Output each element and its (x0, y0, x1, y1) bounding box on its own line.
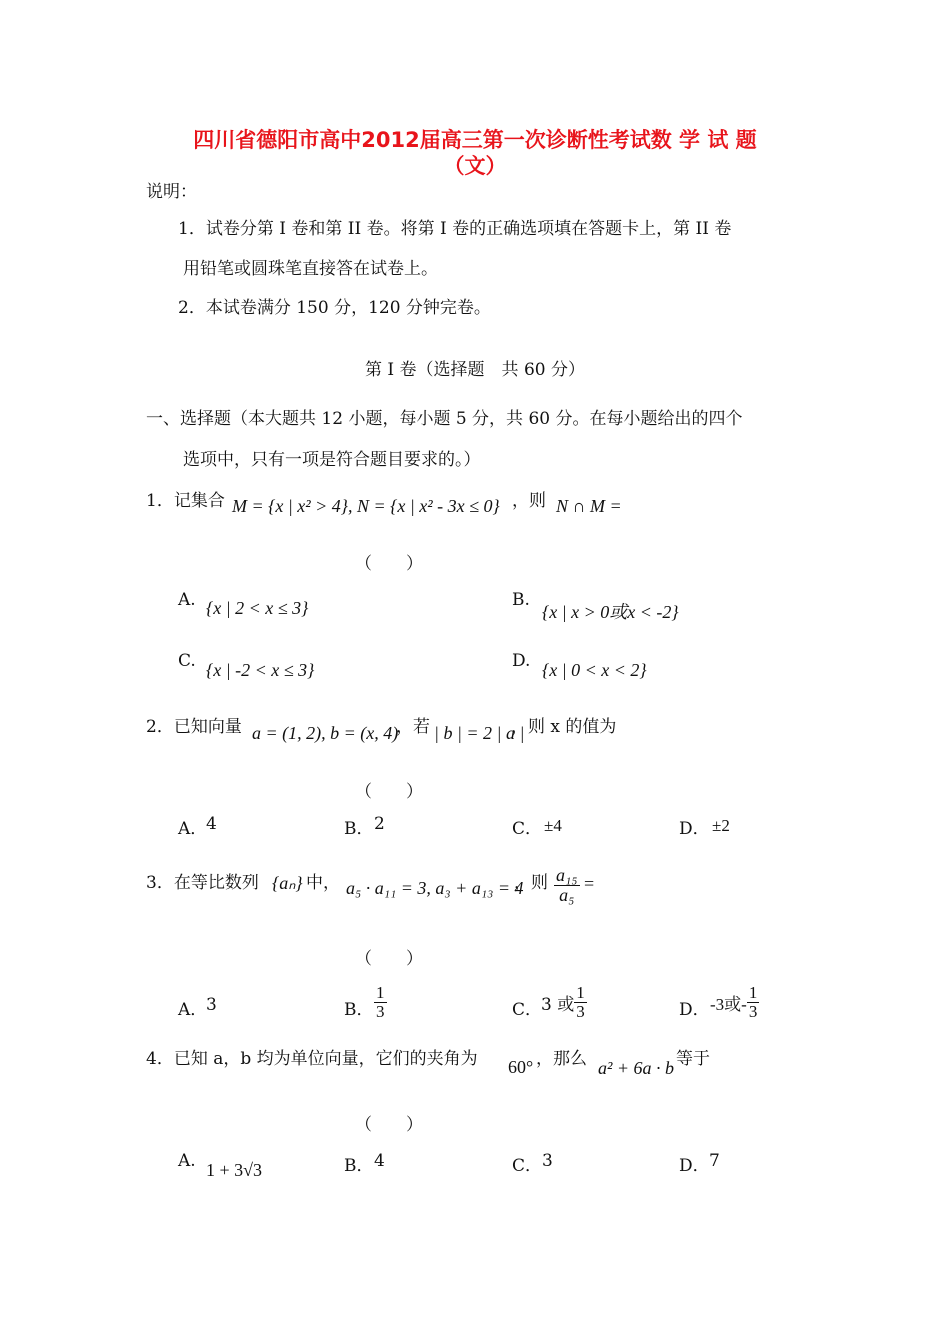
question-4-option-c-label: C． (512, 1156, 543, 1176)
question-3-answer-paren: （ ） (355, 949, 423, 969)
question-3-option-b-label: B． (344, 1000, 374, 1020)
question-2-option-d: ±2 (712, 816, 730, 835)
question-1-option-a: {x | 2 < x ≤ 3} (206, 598, 309, 618)
question-3-option-c-num: 1 (576, 983, 585, 1002)
question-1-option-a-label: A. (178, 590, 196, 610)
question-4-option-c: 3 (542, 1151, 553, 1171)
question-3-expr: a₅ · a₁₁ = 3, a₃ + a₁₃ = 4 (346, 878, 524, 898)
question-1-option-b: {x | x > 0或x < -2} (542, 602, 679, 622)
question-2-option-a: 4 (206, 814, 217, 834)
question-4-angle: 60° (508, 1057, 534, 1077)
question-3-fraction-eq: = (584, 873, 595, 894)
question-1-answer-paren: （ ） (355, 554, 423, 574)
question-1-tail: N ∩ M = (556, 496, 622, 516)
question-4-mid: ，那么 (536, 1049, 587, 1069)
question-2-option-a-label: A． (178, 819, 208, 839)
notes-item-1-cont: 用铅笔或圆珠笔直接答在试卷上。 (183, 259, 438, 279)
notes-item-2: 2．本试卷满分 150 分，120 分钟完卷。 (178, 298, 491, 318)
question-1-mid: ，则 (512, 491, 546, 511)
question-2-expr2: | b | = 2 | a | (434, 723, 525, 743)
question-2-option-c-label: C． (512, 819, 543, 839)
question-3-prefix: 3．在等比数列 (146, 873, 259, 893)
notes-heading: 说明： (146, 182, 197, 202)
question-3-option-b (374, 984, 387, 1021)
question-3-option-a-label: A． (178, 1000, 208, 1020)
question-2-option-b: 2 (374, 814, 385, 834)
question-1-option-d-label: D. (512, 651, 531, 671)
question-3-option-c-den: 3 (576, 1001, 585, 1021)
question-4-option-a-label: A. (178, 1151, 196, 1171)
page-title: 四川省德阳市高中2012届高三第一次诊断性考试数 学 试 题 (193, 128, 757, 152)
question-1-prefix: 1．记集合 (146, 491, 225, 511)
question-1-option-c: {x | -2 < x ≤ 3} (206, 660, 315, 680)
question-3-option-c-label: C． (512, 1000, 543, 1020)
question-1-option-c-label: C. (178, 651, 196, 671)
question-3-sequence: {aₙ} (272, 873, 303, 893)
question-2-option-d-label: D． (679, 819, 710, 839)
question-4-option-d-label: D． (679, 1156, 710, 1176)
part1-heading: 第 I 卷（选择题 共 60 分） (365, 360, 585, 380)
question-2-option-b-label: B． (344, 819, 374, 839)
question-3-tail: ，则 (514, 873, 548, 893)
question-3-fraction-num: a₁₅ (556, 865, 578, 885)
question-2-option-c: ±4 (544, 816, 562, 835)
question-4-prefix: 4．已知 a，b 均为单位向量，它们的夹角为 (146, 1049, 478, 1069)
question-3-option-c-text: 3 或 (541, 994, 575, 1015)
question-3-option-b-num: 1 (376, 983, 385, 1002)
question-1-option-d: {x | 0 < x < 2} (542, 660, 647, 680)
question-3-option-d (710, 984, 759, 1021)
section-heading: 一、选择题（本大题共 12 小题，每小题 5 分，共 60 分。在每小题给出的四个 (146, 409, 743, 429)
question-4-option-a: 1 + 3√3 (206, 1160, 263, 1180)
question-3-option-d-num: 1 (748, 983, 758, 1002)
question-4-option-b: 4 (374, 1151, 385, 1171)
question-1-expr: M = {x | x² > 4}, N = {x | x² - 3x ≤ 0} (232, 496, 500, 516)
question-3-mid: 中， (306, 873, 340, 893)
question-3-fraction (554, 866, 594, 905)
question-3-fraction-den: a₅ (559, 884, 575, 905)
question-3-option-d-den: 3 (748, 1001, 758, 1021)
question-4-tail: 等于 (676, 1049, 710, 1069)
question-4-expr: a² + 6a · b (598, 1058, 675, 1078)
question-3-option-a: 3 (206, 995, 217, 1015)
question-1-option-b-label: B. (512, 590, 530, 610)
question-4-answer-paren: （ ） (355, 1115, 423, 1135)
question-2-prefix: 2．已知向量 (146, 717, 242, 737)
question-2-answer-paren: （ ） (355, 782, 423, 802)
section-heading-cont: 选项中，只有一项是符合题目要求的。） (183, 450, 481, 470)
question-2-tail: ，则 x 的值为 (511, 717, 617, 737)
question-3-option-d-text: -3或- (710, 994, 747, 1014)
question-2-expr: a = (1, 2), b = (x, 4) (252, 723, 399, 743)
question-3-option-b-den: 3 (376, 1001, 385, 1021)
question-4-option-d: 7 (709, 1151, 720, 1171)
page-subtitle: （文） (443, 154, 507, 178)
notes-item-1: 1．试卷分第 I 卷和第 II 卷。将第 I 卷的正确选项填在答题卡上，第 II 卷 (178, 219, 732, 239)
question-3-option-d-label: D． (679, 1000, 710, 1020)
question-2-mid: ，若 (396, 717, 430, 737)
question-3-option-c (541, 984, 587, 1021)
question-4-option-b-label: B． (344, 1156, 374, 1176)
